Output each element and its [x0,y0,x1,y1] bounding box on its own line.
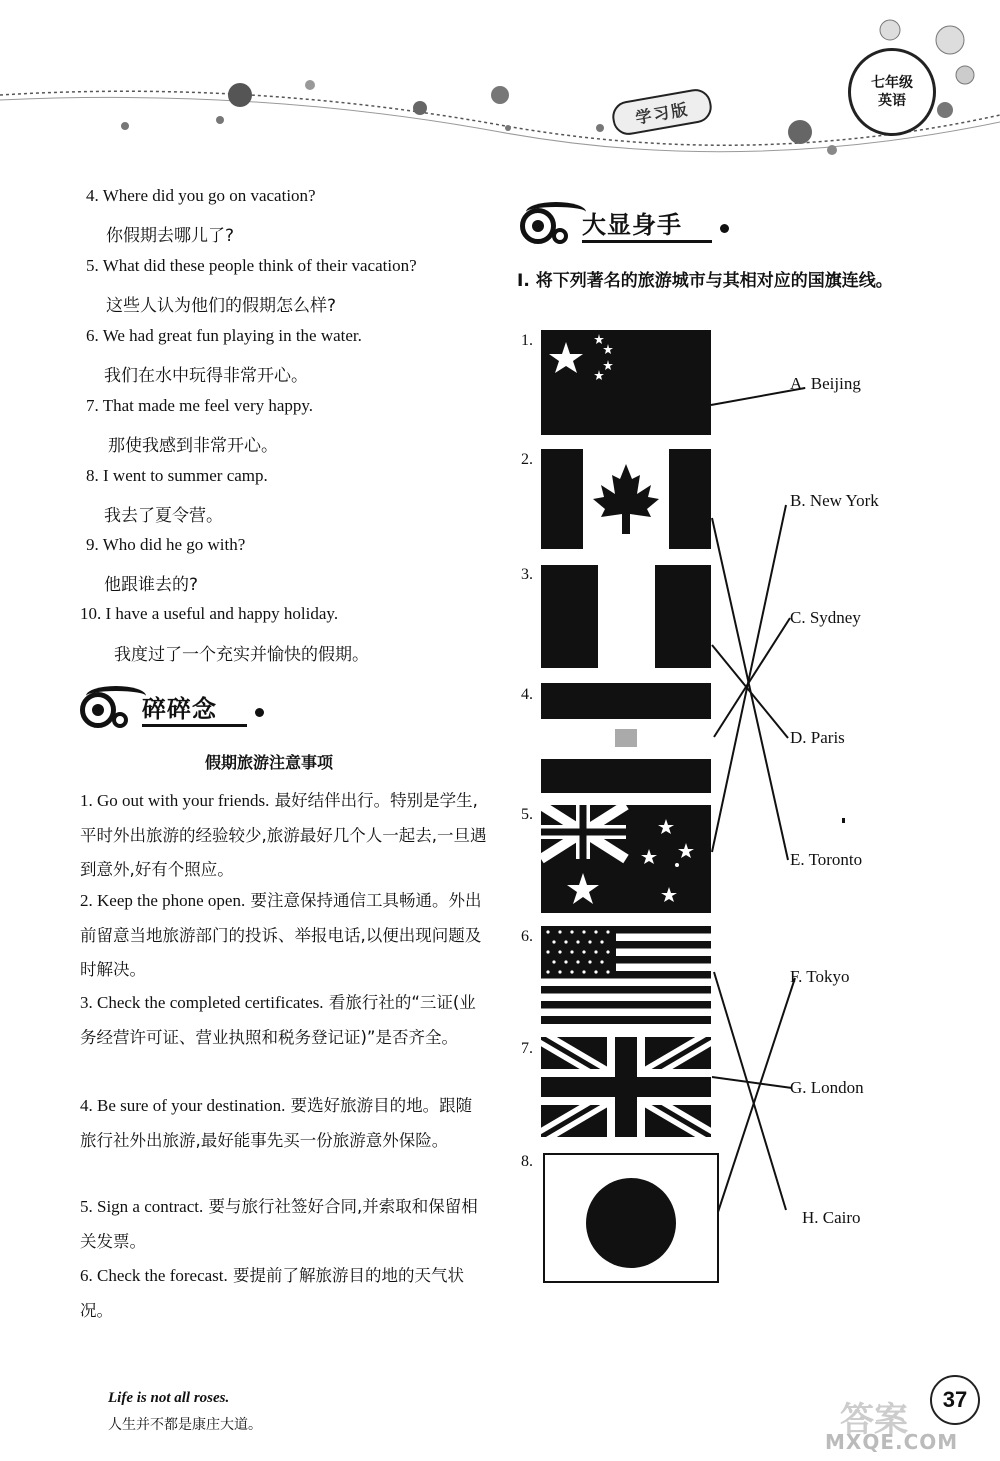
australia-flag-icon [541,805,711,913]
badge-subject: 英语 [878,93,906,109]
sentence-zh: 你假期去哪儿了? [106,226,235,246]
flag-number: 8. [521,1153,533,1170]
flag-number: 1. [521,332,533,349]
tips-subtitle: 假期旅游注意事项 [205,753,334,772]
city-option: G. London [790,1078,864,1097]
sentence-en: 9. Who did he go with? [86,535,246,554]
city-option: F. Tokyo [790,967,850,986]
city-option: B. New York [790,491,879,510]
tip-item [80,1259,488,1328]
footer-quote-zh: 人生并不都是康庄大道。 [108,1417,262,1433]
header-pill-label: 学习版 [610,87,714,138]
page-number: 37 [930,1375,980,1425]
tip-en: 3. Check the completed certificates. [80,993,324,1012]
france-flag-icon [541,565,711,668]
city-option: C. Sydney [790,608,861,627]
section-header-tips [80,684,264,732]
watermark-text: MXQE.COM [825,1430,959,1454]
footer-quote-en: Life is not all roses. [108,1390,230,1406]
tip-en: 4. Be sure of your destination. [80,1096,286,1115]
flag-number: 7. [521,1040,533,1057]
sentence-zh: 这些人认为他们的假期怎么样? [106,296,337,316]
tip-zh: 要选好旅游目的地。跟随旅行社外出旅游,最好能事先买一份旅游意外保险。 [80,1096,473,1150]
tip-zh: 看旅行社的“三证(业务经营许可证、营业执照和税务登记证)”是否齐全。 [80,993,476,1047]
flag-number: 5. [521,806,533,823]
section-header-match [520,200,729,248]
bullet-icon [720,224,729,233]
japan-flag-icon [543,1153,719,1283]
sentence-zh: 我去了夏令营。 [104,506,223,526]
china-flag-icon [541,330,711,435]
sentence-en: 6. We had great fun playing in the water. [86,326,362,345]
sentence-en: 10. I have a useful and happy holiday. [80,604,339,623]
tip-item [80,884,488,988]
tip-item [80,1190,488,1259]
sentence-en: 5. What did these people think of their vacation? [86,256,417,275]
sentence-en: 8. I went to summer camp. [86,466,268,485]
city-option: H. Cairo [802,1208,861,1227]
flag-number: 6. [521,928,533,945]
uk-flag-icon [541,1037,711,1137]
city-option: A. Beijing [790,374,861,393]
tip-en: 6. Check the forecast. [80,1266,228,1285]
tip-en: 1. Go out with your friends. [80,791,270,810]
section-logo-icon [80,686,134,730]
grade-badge [848,48,936,136]
tip-en: 2. Keep the phone open. [80,891,246,910]
section-title: 大显身手 [582,205,712,243]
bullet-icon [255,708,264,717]
sentence-zh: 我们在水中玩得非常开心。 [104,366,308,386]
flag-number: 4. [521,686,533,703]
watermark-text: 答案 [840,1400,908,1440]
usa-flag-icon [541,926,711,1024]
section-title: 碎碎念 [142,689,247,727]
tip-zh: 要注意保持通信工具畅通。外出前留意当地旅游部门的投诉、举报电话,以便出现问题及时解决。 [80,891,482,979]
canada-flag-icon [541,449,711,549]
city-option: E. Toronto [790,850,863,869]
sentence-en: 4. Where did you go on vacation? [86,186,316,205]
sentence-en: 7. That made me feel very happy. [86,396,314,415]
tip-zh: 要与旅行社签好合同,并索取和保留相关发票。 [80,1197,478,1251]
sentence-zh: 他跟谁去的? [104,575,199,595]
badge-grade: 七年级 [871,74,913,91]
exercise-instruction: Ⅰ. 将下列著名的旅游城市与其相对应的国旗连线。 [517,271,893,291]
egypt-flag-icon [541,683,711,793]
flag-number: 3. [521,566,533,583]
sentence-zh: 我度过了一个充实并愉快的假期。 [114,645,369,665]
flag-number: 2. [521,451,533,468]
city-option: D. Paris [790,728,845,747]
tip-en: 5. Sign a contract. [80,1197,204,1216]
tip-item [80,986,488,1055]
section-logo-icon [520,202,574,246]
tip-item [80,784,488,888]
tip-item [80,1089,488,1158]
sentence-zh: 那使我感到非常开心。 [108,436,278,456]
tip-zh: 最好结伴出行。特别是学生,平时外出旅游的经验较少,旅游最好几个人一起去,一旦遇到意外,好有个照应。 [80,791,487,879]
tip-zh: 要提前了解旅游目的地的天气状况。 [80,1266,464,1320]
